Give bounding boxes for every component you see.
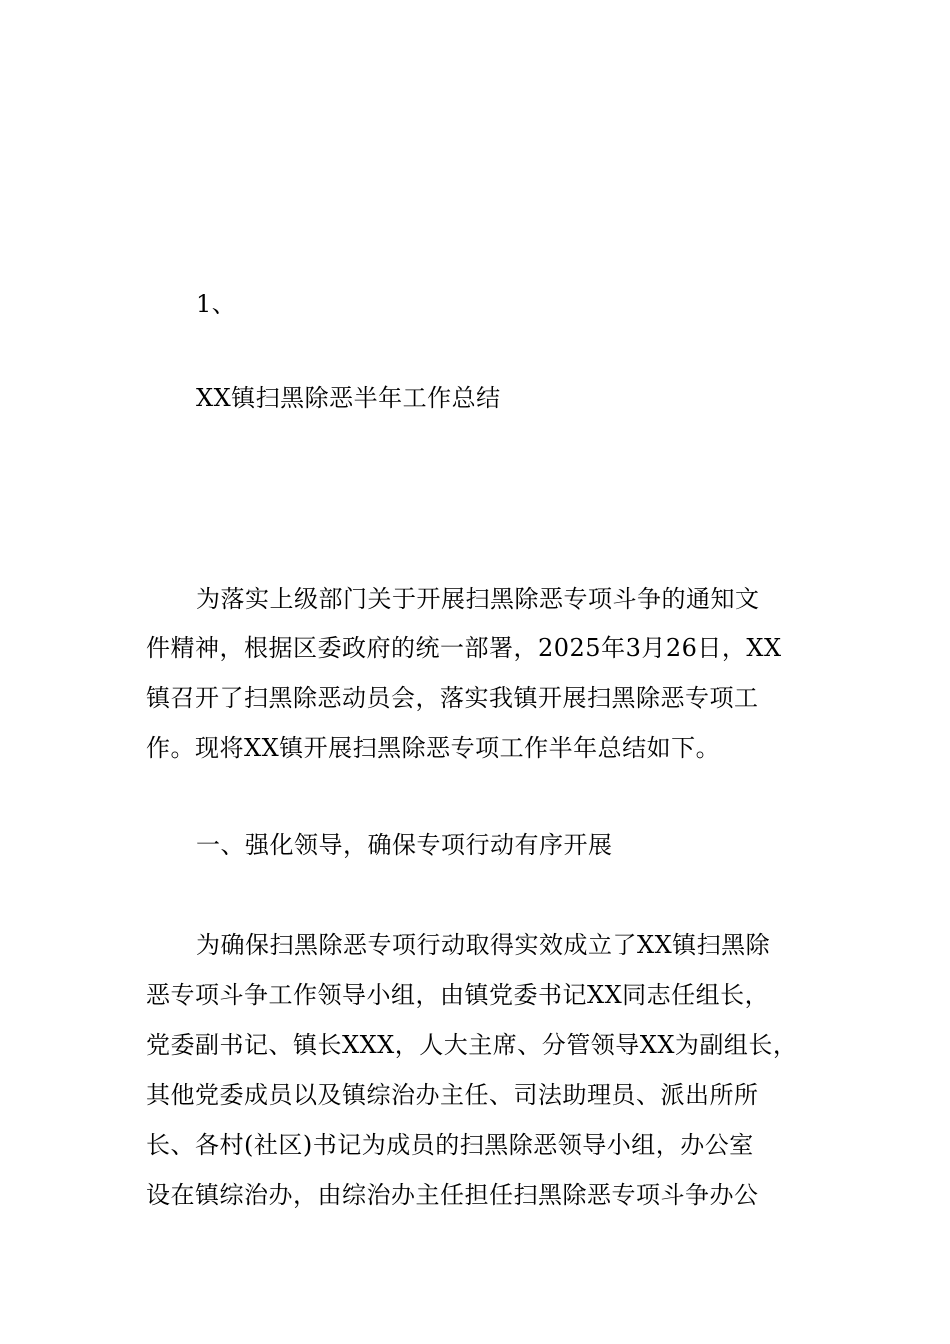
paragraph-line: 恶专项斗争工作领导小组，由镇党委书记XX同志任组长， [146,981,770,1009]
paragraph-line: 其他党委成员以及镇综治办主任、司法助理员、派出所所 [146,1081,759,1109]
document-title: XX镇扫黑除恶半年工作总结 [196,384,501,412]
paragraph-line: 为确保扫黑除恶专项行动取得实效成立了XX镇扫黑除 [196,931,771,959]
paragraph-line: 作。现将XX镇开展扫黑除恶专项工作半年总结如下。 [146,734,721,762]
paragraph-line: 设在镇综治办，由综治办主任担任扫黑除恶专项斗争办公 [146,1181,759,1209]
paragraph-line: 件精神，根据区委政府的统一部署，2025年3月26日，XX [146,634,782,662]
paragraph-line: 为落实上级部门关于开展扫黑除恶专项斗争的通知文 [196,585,760,613]
section-heading: 一、强化领导，确保专项行动有序开展 [196,831,613,859]
item-number: 1、 [196,290,237,318]
paragraph-line: 党委副书记、镇长XXX，人大主席、分管领导XX为副组长， [146,1031,798,1059]
paragraph-line: 镇召开了扫黑除恶动员会，落实我镇开展扫黑除恶专项工 [146,684,759,712]
paragraph-line: 长、各村(社区)书记为成员的扫黑除恶领导小组，办公室 [146,1131,754,1159]
